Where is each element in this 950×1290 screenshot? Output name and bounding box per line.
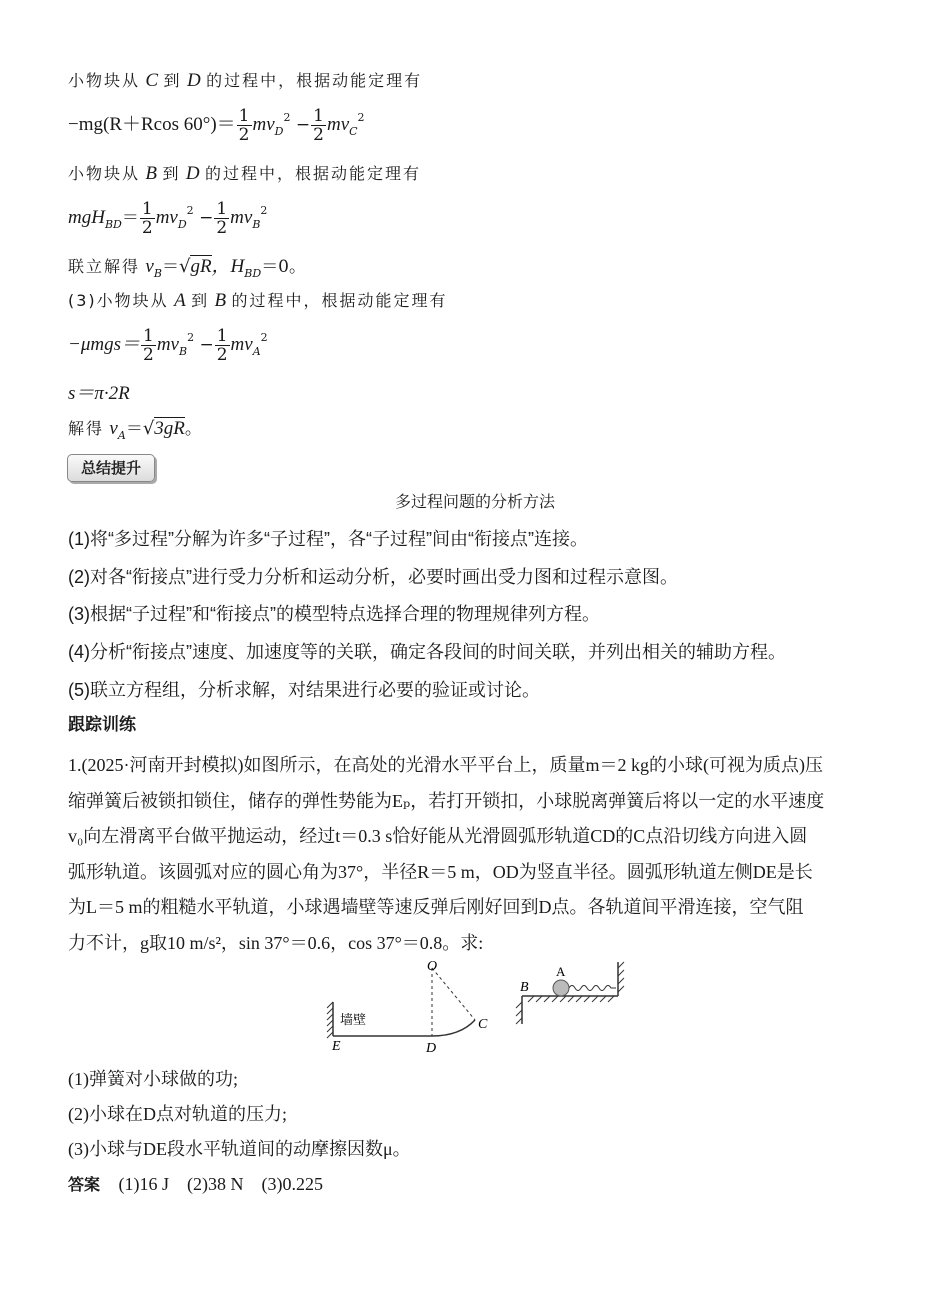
fraction-half: $\frac{1}{2}$ xyxy=(216,199,228,238)
summary-point-2: (2)对各“衔接点”进行受力分析和运动分析，必要时画出受力图和过程示意图。 xyxy=(68,567,678,587)
question-3: (3)小球与DE段水平轨道间的动摩擦因数μ。 xyxy=(68,1139,411,1159)
label-d: D xyxy=(426,1041,437,1056)
arc-cd xyxy=(432,1020,475,1036)
problem-paragraph xyxy=(68,748,884,961)
sqrt-icon: √ xyxy=(178,256,191,277)
answer-line xyxy=(68,1170,323,1196)
summary-point-5: (5)联立方程组，分析求解，对结果进行必要的验证或讨论。 xyxy=(68,680,540,700)
solution-line-9: 解得 $v_A=√3gR$。 xyxy=(68,418,202,442)
problem-line: v₀向左滑离平台做平抛运动，经过t＝0.3 s恰好能从光滑圆弧形轨道CD的C点沿切线方向进入圆 xyxy=(68,826,808,846)
equation-2: mgH$_{BD}$＝ $\frac{1}{2}$ $mv_D^2$ − $\frac{1}{2}$ $mv_B^2$ xyxy=(68,199,268,238)
problem-line: 为L＝5 m的粗糙水平轨道，小球遇墙壁等速反弹后刚好回到D点。各轨道间平滑连接，空气阻 xyxy=(68,897,804,917)
fraction-half: $\frac{1}{2}$ xyxy=(216,326,228,365)
label-a: A xyxy=(556,964,566,979)
wall-label: 墙壁 xyxy=(340,1013,367,1028)
equation-3: −μmgs＝ $\frac{1}{2}$ $mv_B^2$ − $\frac{1}{2}$ $mv_A^2$ xyxy=(68,326,268,365)
ball-icon xyxy=(553,980,569,996)
problem-line: 1.(2025·河南开封模拟)如图所示，在高处的光滑水平平台上，质量m＝2 kg的小球(可视为质点)压 xyxy=(68,755,823,775)
summary-point-3: (3)根据“子过程”和“衔接点”的模型特点选择合理的物理规律列方程。 xyxy=(68,604,600,624)
label-e: E xyxy=(332,1039,341,1054)
summary-point-4: (4)分析“衔接点”速度、加速度等的关联，确定各段间的时间关联，并列出相关的辅助方程。 xyxy=(68,642,786,662)
fraction-half: $\frac{1}{2}$ xyxy=(141,199,153,238)
platform-hatch xyxy=(516,996,614,1024)
equation-1: −mg(R＋Rcos 60°)＝ $\frac{1}{2}$ $mv_D^2$ − $\frac{1}{2}$ $mv_C^2$ xyxy=(68,106,365,145)
summary-badge: 总结提升 xyxy=(67,454,155,482)
solution-line-1: 小物块从 C 到 D 的过程中，根据动能定理有 xyxy=(68,70,423,91)
fraction-half: $\frac{1}{2}$ xyxy=(313,106,324,145)
solution-line-6: (3)小物块从 A 到 B 的过程中，根据动能定理有 xyxy=(68,290,448,311)
question-2: (2)小球在D点对轨道的压力; xyxy=(68,1104,287,1124)
practice-heading: 跟踪训练 xyxy=(68,715,136,734)
spring-icon xyxy=(569,986,616,991)
label-b: B xyxy=(520,980,529,995)
section-title: 多过程问题的分析方法 xyxy=(394,492,555,511)
solution-line-3: 小物块从 B 到 D 的过程中，根据动能定理有 xyxy=(68,163,422,184)
problem-line: 弧形轨道。该圆弧对应的圆心角为37°，半径R＝5 m，OD为竖直半径。圆弧形轨道左侧DE是长 xyxy=(68,861,813,882)
label-o: O xyxy=(427,959,438,974)
sqrt-icon: √ xyxy=(142,418,155,439)
platform-wall-hatch xyxy=(618,962,624,992)
summary-point-1: (1)将“多过程”分解为许多“子过程”，各“子过程”间由“衔接点”连接。 xyxy=(68,529,588,549)
solution-line-8: s＝π·2R xyxy=(68,383,130,404)
problem-line: 缩弹簧后被锁扣锁住，储存的弹性势能为Eₚ，若打开锁扣，小球脱离弹簧后将以一定的水平速度 xyxy=(68,790,825,811)
problem-line: 力不计，g取10 m/s²，sin 37°＝0.6，cos 37°＝0.8。求: xyxy=(68,932,484,953)
solution-line-5: 联立解得 $v_B=√gR$，$H_{BD}=0$。 xyxy=(68,256,307,280)
fraction-half: $\frac{1}{2}$ xyxy=(142,326,154,365)
radius-oc xyxy=(432,968,475,1020)
answer-label: 答案 xyxy=(68,1175,101,1194)
answer-text: (1)16 J (2)38 N (3)0.225 xyxy=(118,1174,323,1194)
wall-hatch xyxy=(327,1002,333,1038)
label-c: C xyxy=(478,1017,488,1032)
problem-figure xyxy=(320,958,630,1058)
fraction-half: $\frac{1}{2}$ xyxy=(238,106,250,145)
question-1: (1)弹簧对小球做的功; xyxy=(68,1069,238,1089)
